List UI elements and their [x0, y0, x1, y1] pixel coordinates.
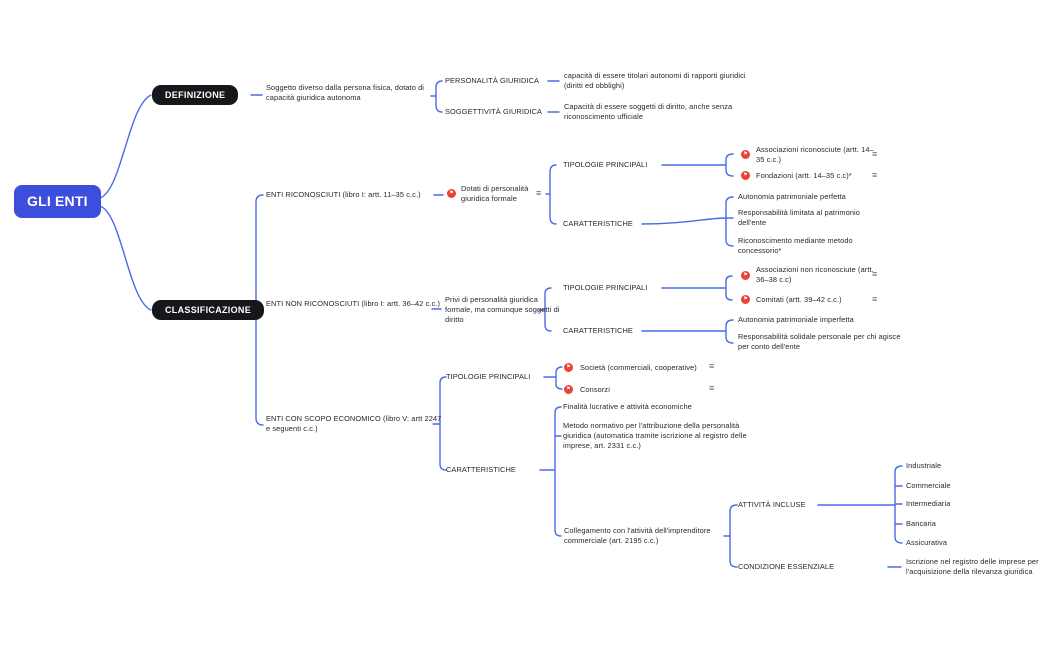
- flag-marker-icon[interactable]: ⚑: [564, 363, 573, 372]
- topic-metodo-normativo[interactable]: Metodo normativo per l'attribuzione della personalità giuridica (automatica tramite iscrizione al registro delle imprese, art. 2331 c.c.): [563, 421, 747, 450]
- topic-enti-non-riconosciuti[interactable]: ENTI NON RICONOSCIUTI (libro I: artt. 36–42 c.c.): [266, 299, 441, 308]
- topic-autonomia-imperfetta[interactable]: Autonomia patrimoniale imperfetta: [738, 315, 854, 324]
- topic-definizione-descrizione[interactable]: Soggetto diverso dalla persona fisica, dotato di capacità giuridica autonoma: [266, 83, 425, 102]
- notes-icon[interactable]: ≡: [872, 149, 878, 159]
- flag-marker-icon[interactable]: ⚑: [741, 271, 750, 280]
- topic-commerciale[interactable]: Commerciale: [906, 481, 951, 490]
- root-topic-gli-enti[interactable]: GLI ENTI: [14, 185, 101, 218]
- notes-icon[interactable]: ≡: [872, 170, 878, 180]
- topic-autonomia-perfetta[interactable]: Autonomia patrimoniale perfetta: [738, 192, 846, 201]
- topic-dotati-personalita[interactable]: Dotati di personalità giuridica formale: [461, 184, 529, 203]
- topic-collegamento-imprenditore[interactable]: Collegamento con l'attività dell'imprenditore commerciale (art. 2195 c.c.): [564, 526, 711, 545]
- topic-enti-riconosciuti[interactable]: ENTI RICONOSCIUTI (libro I: artt. 11–35 c.c.): [266, 190, 421, 199]
- topic-assicurativa[interactable]: Assicurativa: [906, 538, 948, 547]
- topic-attivita-incluse[interactable]: ATTIVITÀ INCLUSE: [738, 500, 806, 509]
- topic-responsabilita-limitata[interactable]: Responsabilità limitata al patrimonio dell'ente: [738, 208, 861, 227]
- topic-condizione-essenziale[interactable]: CONDIZIONE ESSENZIALE: [738, 562, 835, 571]
- topic-industriale[interactable]: Industriale: [906, 461, 942, 470]
- notes-icon[interactable]: ≡: [536, 188, 542, 198]
- topic-definizione[interactable]: DEFINIZIONE: [152, 85, 238, 105]
- topic-riconoscimento-concessorio[interactable]: Riconoscimento mediante metodo concessorio*: [738, 236, 853, 255]
- topic-tipologie-principali-1[interactable]: TIPOLOGIE PRINCIPALI: [563, 160, 648, 169]
- topic-associazioni-riconosciute[interactable]: Associazioni riconosciute (artt. 14–35 c.c.): [756, 145, 874, 164]
- topic-caratteristiche-2[interactable]: CARATTERISTICHE: [563, 326, 633, 335]
- topic-finalita-lucrative[interactable]: Finalità lucrative e attività economiche: [563, 402, 692, 411]
- notes-icon[interactable]: ≡: [872, 294, 878, 304]
- topic-intermediaria[interactable]: Intermediaria: [906, 499, 951, 508]
- topic-tipologie-principali-2[interactable]: TIPOLOGIE PRINCIPALI: [563, 283, 648, 292]
- flag-marker-icon[interactable]: ⚑: [741, 171, 750, 180]
- topic-comitati[interactable]: Comitati (artt. 39–42 c.c.): [756, 295, 842, 304]
- topic-tipologie-principali-3[interactable]: TIPOLOGIE PRINCIPALI: [446, 372, 531, 381]
- topic-fondazioni[interactable]: Fondazioni (artt. 14–35 c.c)*: [756, 171, 852, 180]
- topic-personalita-descrizione[interactable]: capacità di essere titolari autonomi di rapporti giuridici (diritti ed obblighi): [564, 71, 746, 90]
- flag-marker-icon[interactable]: ⚑: [741, 150, 750, 159]
- topic-bancaria[interactable]: Bancaria: [906, 519, 936, 528]
- topic-privi-personalita[interactable]: Privi di personalità giuridica formale, ma comunque soggetti di diritto: [445, 295, 560, 324]
- topic-iscrizione-registro[interactable]: Iscrizione nel registro delle imprese per l'acquisizione della rilevanza giuridica: [906, 557, 1039, 576]
- flag-marker-icon[interactable]: ⚑: [741, 295, 750, 304]
- topic-caratteristiche-3[interactable]: CARATTERISTICHE: [446, 465, 516, 474]
- topic-caratteristiche-1[interactable]: CARATTERISTICHE: [563, 219, 633, 228]
- topic-associazioni-non-riconosciute[interactable]: Associazioni non riconosciute (artt. 36–38 c.c): [756, 265, 874, 284]
- notes-icon[interactable]: ≡: [872, 269, 878, 279]
- notes-icon[interactable]: ≡: [709, 383, 715, 393]
- topic-personalita-giuridica[interactable]: PERSONALITÀ GIURIDICA: [445, 76, 540, 85]
- flag-marker-icon[interactable]: ⚑: [447, 189, 456, 198]
- topic-consorzi[interactable]: Consorzi: [580, 385, 610, 394]
- topic-enti-scopo-economico[interactable]: ENTI CON SCOPO ECONOMICO (libro V: artt 2247 e seguenti c.c.): [266, 414, 442, 433]
- topic-soggettivita-giuridica[interactable]: SOGGETTIVITÀ GIURIDICA: [445, 107, 543, 116]
- notes-icon[interactable]: ≡: [709, 361, 715, 371]
- flag-marker-icon[interactable]: ⚑: [564, 385, 573, 394]
- topic-classificazione[interactable]: CLASSIFICAZIONE: [152, 300, 264, 320]
- topic-soggettivita-descrizione[interactable]: Capacità di essere soggetti di diritto, anche senza riconoscimento ufficiale: [564, 102, 733, 121]
- topic-societa[interactable]: Società (commerciali, cooperative): [580, 363, 697, 372]
- topic-responsabilita-solidale[interactable]: Responsabilità solidale personale per chi agisce per conto dell'ente: [738, 332, 901, 351]
